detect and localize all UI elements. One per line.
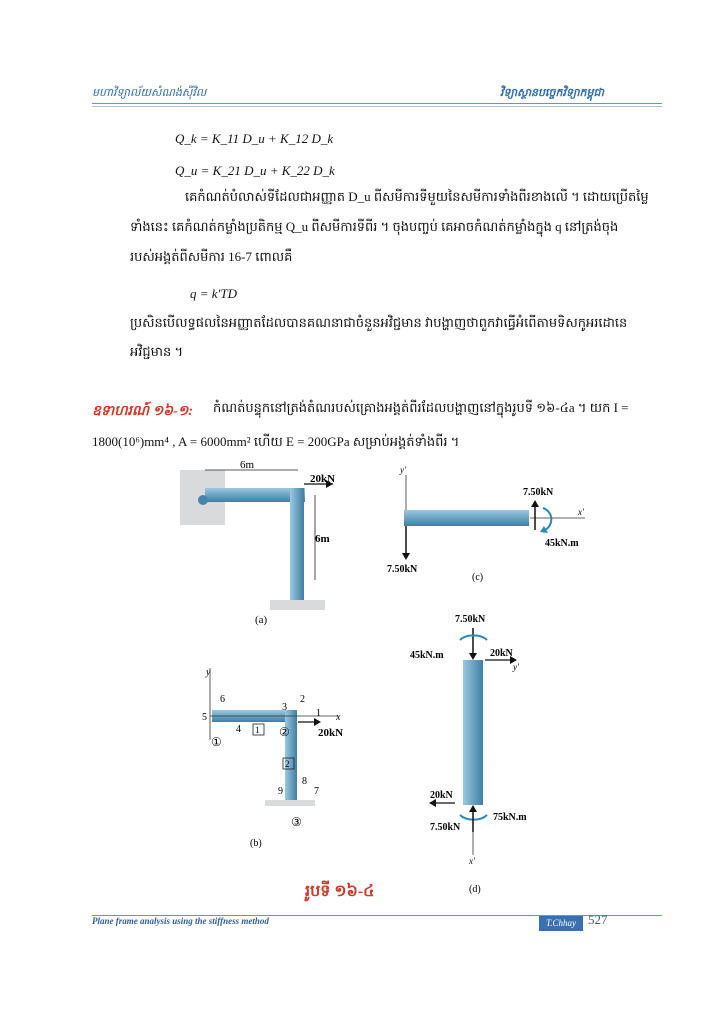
axis-x-label-c: x′ <box>578 507 584 517</box>
dof-3: 3 <box>282 702 287 713</box>
example-title: ឧទាហរណ៍ ១៦-១: <box>92 404 194 419</box>
axis-y-label-c: y′ <box>400 465 406 475</box>
paragraph-1-line-2: ទាំងនេះ គេកំណត់កម្លាំងប្រតិកម្ម Q_u ពីសមីការទីពីរ ។ ចុងបញ្ចប់ គេអាចកំណត់កម្លាំងក្នុង q នៅត្រង់ចុង <box>130 219 619 234</box>
paragraph-1-line-1: គេកំណត់បំលាស់ទីដែលជាអញ្ញាត D_u ពីសមីការទីមួយនៃសមីការទាំងពីរខាងលើ ។ ដោយប្រើតម្លៃ <box>185 189 649 204</box>
example-text-line-1: កំណត់បន្ទុកនៅត្រង់តំណរបស់គ្រោងអង្គត់ពីរដែលបង្ហាញនៅក្នុងរូបទី ១៦-៤a ។ យក I = <box>213 400 629 415</box>
header-divider <box>92 103 662 104</box>
span-label: 6m <box>240 460 255 471</box>
member-d <box>463 660 483 805</box>
bottom-moment-label: 75kN.m <box>493 812 527 823</box>
figure-c-label: (c) <box>472 572 484 583</box>
axis-y-label-d: y′ <box>513 662 519 672</box>
base-support <box>270 600 325 610</box>
top-moment-label: 45kN.m <box>410 650 444 661</box>
node-2: ② <box>279 725 290 739</box>
left-force-label: 7.50kN <box>387 564 418 575</box>
left-force-arrow-head <box>402 553 410 560</box>
figure-caption: រូបទី ១៦-៤ <box>305 883 375 900</box>
axis-x-label-b: x <box>336 712 341 723</box>
header-right: វិទ្យាស្ថានបច្ចេកវិទ្យាកម្ពុជា <box>500 87 604 99</box>
load-label-b: 20kN <box>318 727 344 739</box>
equation-qu: Q_u = K_21 D_u + K_22 D_k <box>175 163 335 178</box>
figure-d-label: (d) <box>469 884 481 895</box>
equation-q: q = k′TD <box>190 286 238 301</box>
member-1-label: 1 <box>255 725 260 735</box>
example-text-line-2: 1800(10⁶)mm⁴ , A = 6000mm² ហើយ E = 200GPa សម្រាប់អង្គត់ទាំងពីរ ។ <box>92 434 460 449</box>
paragraph-1-line-3: របស់អង្គត់ពីសមីការ 16-7 ពោលគឺ <box>130 249 293 264</box>
dof-2: 2 <box>300 694 305 705</box>
figure-b <box>190 660 360 850</box>
height-label: 6m <box>315 533 330 545</box>
member-2-b <box>285 710 297 800</box>
paragraph-2-line-2: អវិជ្ជមាន ។ <box>130 344 184 359</box>
top-force-arrow-head <box>469 653 477 660</box>
right-force-label: 7.50kN <box>523 487 554 498</box>
base-support-b <box>265 800 315 806</box>
dof-4: 4 <box>236 724 241 735</box>
top-force-label: 7.50kN <box>455 614 486 625</box>
figure-a <box>175 460 360 630</box>
moment-label-c: 45kN.m <box>545 538 579 549</box>
axis-x-label-d: x′ <box>469 856 475 866</box>
top-shear-label: 20kN <box>490 648 513 659</box>
paragraph-2-line-1: ប្រសិនបើលទ្ធផលនៃអញ្ញាតដែលបានគណនាជាចំនួនអវិជ្ជមាន វាបង្ហាញថាពួកវាធ្វើអំពើតាមទិសកូអរដោនេ <box>130 315 628 330</box>
figure-c <box>380 460 610 585</box>
dof-6: 6 <box>220 694 225 705</box>
load-arrow-head-b <box>314 718 321 726</box>
bottom-force-arrow-head <box>469 805 477 812</box>
figure-b-label: (b) <box>250 838 262 849</box>
page-number: 527 <box>588 912 608 927</box>
dof-8: 8 <box>302 776 307 787</box>
header-left: មហាវិទ្យាល័យសំណង់ស៊ីវិល <box>92 87 207 99</box>
load-label: 20kN <box>310 473 336 485</box>
figure-d <box>405 610 555 900</box>
dof-9: 9 <box>278 786 283 797</box>
footer-title: Plane frame analysis using the stiffness method <box>92 916 269 926</box>
pin-support-icon <box>198 495 208 505</box>
right-force-arrow-head <box>531 500 539 507</box>
node-3: ③ <box>291 815 302 829</box>
author-badge: T.Chhay <box>539 916 583 931</box>
equation-qk: Q_k = K_11 D_u + K_12 D_k <box>175 131 334 146</box>
bottom-force-label: 7.50kN <box>430 822 461 833</box>
dof-1: 1 <box>316 708 321 719</box>
member-2-label: 2 <box>285 759 290 769</box>
column-member <box>290 488 304 608</box>
header-divider-thin <box>92 106 662 107</box>
dof-5: 5 <box>202 712 207 723</box>
dof-7: 7 <box>314 786 319 797</box>
member-c <box>404 510 529 526</box>
figure-a-label: (a) <box>255 614 268 626</box>
axis-y-label-b: y <box>206 667 211 678</box>
node-1: ① <box>211 735 222 749</box>
bottom-shear-label: 20kN <box>430 790 453 801</box>
